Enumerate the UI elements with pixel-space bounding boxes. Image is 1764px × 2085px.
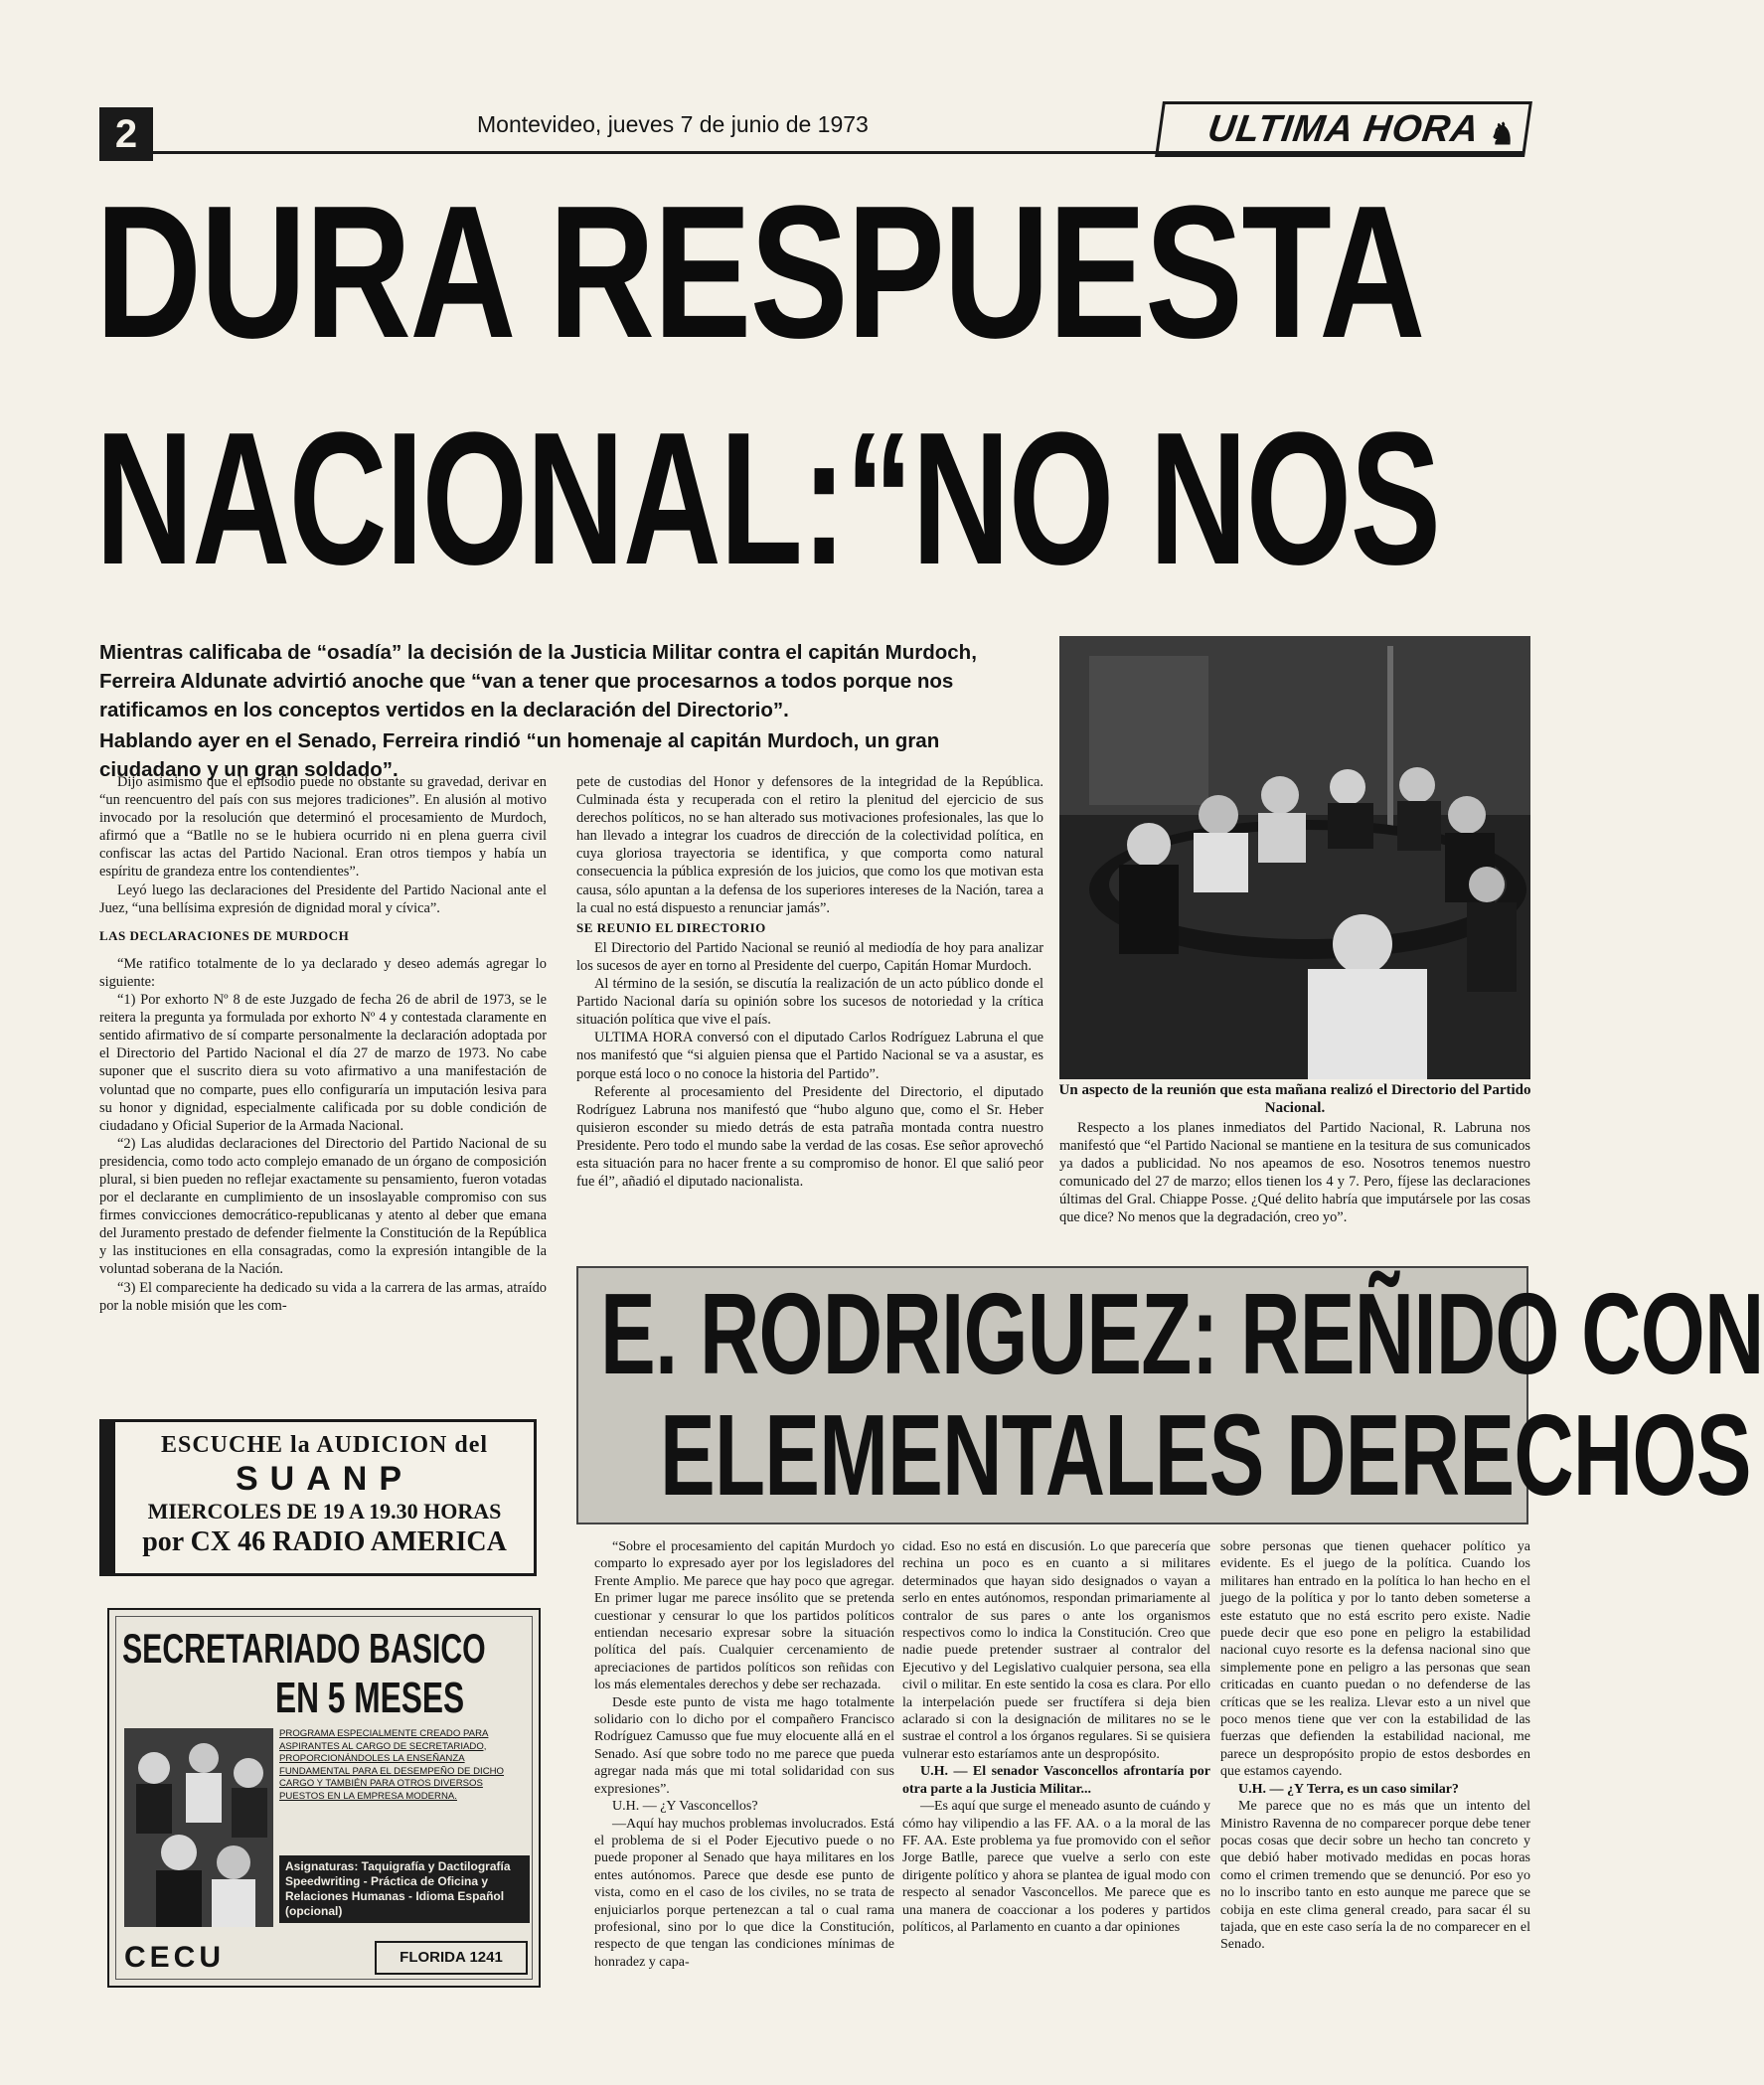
col5-p3: —Es aquí que surge el meneado asunto de cuándo y cómo hay vilipendio a las FF. AA. o a la moral de las FF. AA. Este problema ya fue promovido con el señor Jorge Batlle, parece que vuelve a serlo con este dirigente político y ahora se plantea de igual modo con respecto al senador Vasconcellos. Me parece que es una manera de coaccionar a los poderes y partidos políticos, al Parlamento en cuanto a dar opiniones — [902, 1799, 1210, 1935]
cecu-ad-subjects: Asignaturas: Taquigrafía y Dactilografía Speedwriting - Práctica de Oficina y Relaciones Humanas - Idioma Español (opcional) — [279, 1855, 530, 1923]
cecu-ad-frame — [115, 1616, 533, 1980]
col1-p4: “1) Por exhorto Nº 8 de este Juzgado de fecha 26 de abril de 1973, se le reitera la pregunta ya formulada por exhorto Nº 4 y contestada claramente en sentido afirmativo de sí comparte personalmente la declaración adoptada por el Directorio del Partido Nacional el día 27 de marzo de 1973. No cabe suponer que el suscrito diera su voto afirmativo a una manifestación de voluntad que no comparte, pues ello configuraría un imputación lesiva para su honor y dignidad, especialmente calificada por su doble condición de ciudadano y Oficial Superior de la Armada Nacional. — [99, 992, 547, 1134]
lead-paragraph — [99, 638, 1043, 784]
cecu-secretariat-ad — [107, 1608, 541, 1988]
second-story-headline-line-1: E. RODRIGUEZ: REÑIDO CON — [600, 1269, 1764, 1398]
col4-p4: —Aquí hay muchos problemas involucrados. Está el problema de si el Poder Ejecutivo puede o no puede proponer al Senado que haya militares en los entes autónomos. Parece que desde ese punto de vista, como en el caso de los civiles, no se trata de enjuiciarlos porque pertenezcan a tal o cual rama profesional, sino por lo que dice la Constitución, respecto de que tengan las condiciones mínimas de honradez y capa- — [594, 1816, 894, 1970]
students-photo-image — [124, 1728, 273, 1927]
second-story-headline-line-2: ELEMENTALES DERECHOS — [660, 1390, 1751, 1520]
col1-p3: “Me ratifico totalmente de lo ya declarado y deseo además agregar lo siguiente: — [99, 955, 547, 990]
cecu-ad-title-2: EN 5 MESES — [275, 1674, 465, 1722]
col1-subhead: LAS DECLARACIONES DE MURDOCH — [99, 927, 350, 943]
second-story-column-3 — [1220, 1538, 1530, 1954]
col2-p2: El Directorio del Partido Nacional se reunió al mediodía de hoy para analizar los sucesos de ayer en torno al Presidente del cuerpo, Capitán Homar Murdoch. — [576, 939, 1043, 974]
horse-rider-icon: ♞ — [1487, 118, 1520, 151]
cecu-ad-title-1: SECRETARIADO BASICO — [122, 1625, 486, 1672]
cecu-logo: CECU — [124, 1941, 226, 1974]
col6-p3: Me parece que no es más que un intento del Ministro Ravenna de no comparecer porque debe tener pocas cosas que decir sobre un hecho tan concreto y que debió haber motivado medidas en pocas horas como el crimen tremendo que se denunció. Por eso yo no lo inscribo tanto en esto aunque me parece que se cobija en este clima general creado, para sacar él su tajada, que en este caso sería la de no comparecer en el Senado. — [1220, 1799, 1530, 1953]
masthead-logo — [1155, 101, 1532, 157]
dateline: Montevideo, jueves 7 de junio de 1973 — [477, 111, 869, 137]
col2-p4: ULTIMA HORA conversó con el diputado Carlos Rodríguez Labruna el que nos manifestó que “si alguien piensa que el Partido Nacional se va a asustar, es porque está loco o no conoce la historia del Partido”. — [576, 1030, 1043, 1082]
col2-subhead: SE REUNIO EL DIRECTORIO — [576, 919, 766, 935]
col1-p5: “2) Las aludidas declaraciones del Directorio del Partido Nacional de su presidencia, como todo acto complejo emanado de un órgano de composición plural, si bien pueden no reflejar exactamente su pensamiento, fueron votadas por el declarante en cumplimiento de un insoslayable compromiso con sus firmes convicciones democrático-republicanas y atento al deber que emana del Juramento prestado de defender fielmente la Constitución de la República y las instituciones en ella consagradas, como la expresión intangible de la voluntad soberana de la Nación. — [99, 1135, 547, 1278]
headline-line-2: NACIONAL:“NO NOS — [95, 394, 1440, 604]
meeting-photo-image — [1059, 636, 1530, 1079]
second-story-column-2 — [902, 1538, 1210, 1936]
article-column-3 — [1059, 1119, 1530, 1227]
suanp-ad-line-2: SUANP — [235, 1460, 414, 1498]
suanp-ad-line-1: ESCUCHE la AUDICION del — [160, 1432, 489, 1458]
col1-p1: Dijo asimismo que el episodio puede no obstante su gravedad, derivar en “un reencuentro del país con sus mejores tradiciones”. En alusión al motivo invocado por la resolución que determinó el procesamiento de Murdoch, afirmó que a “Batlle no se le hubiera ocurrido ni en plena guerra civil confiscar las actas del Partido Nacional. Eran otros tiempos y había un espíritu de grandeza entre los contendientes”. — [99, 774, 547, 881]
col2-p5: Referente al procesamiento del Presidente del Directorio, el diputado Rodríguez Labruna nos manifestó que “hubo alguno que, como el Sr. Heber quisieron esconder su miedo detrás de esta patraña montada contra nuestro Presidente. Pero todo el mundo sabe la verdad de las cosas. Ese señor aprovechó esta situación para no hacer frente a su compromiso de honor. El que salió peor fue él”, añadió el diputado nacionalista. — [576, 1083, 1043, 1191]
suanp-ad-line-3: MIERCOLES DE 19 A 19.30 HORAS — [147, 1499, 502, 1524]
second-story-headline-box — [576, 1266, 1764, 1524]
cecu-ad-photo — [124, 1728, 273, 1927]
col3-p1: Respecto a los planes inmediatos del Partido Nacional, R. Labruna nos manifestó que “el Partido Nacional se mantiene en la tesitura de sus comunicados ya dados a publicidad. No nos apeamos de eso. Nosotros tenemos nuestro comunicado del 27 de marzo; ellos tienen los 4 y 7. Pero, fíjese las declaraciones últimas del Gral. Chiappe Posse. ¿Qué delito habría que imputársele por las cosas que dice? No menos que la degradación, creo yo”. — [1059, 1120, 1530, 1226]
article-column-2 — [576, 773, 1043, 1191]
col5-p2: U.H. — El senador Vasconcellos afrontaría por otra parte a la Justicia Militar... — [902, 1764, 1210, 1797]
suanp-ad-line-4: por CX 46 RADIO AMERICA — [142, 1526, 507, 1557]
headline-line-1: DURA RESPUESTA — [95, 167, 1424, 378]
suanp-radio-ad — [99, 1419, 537, 1576]
col5-p1: cidad. Eso no está en discusión. Lo que parecería que rechina un poco es en cuanto a si militares determinados que hayan sido designados o vayan a serlo en entes autónomos, respondan primariamente al contralor de sus pares o ante los organismos respectivos como lo indica la Constitución. Creo que nadie puede pretender sustraer al contralor del Ejecutivo y del Legislativo cualquier persona, sea ella civil o militar. En este sentido la cosa es clara. Por ello la interpelación puede ser fructífera si deja bien aclarado si con la designación de militares no se le sustrae el control a los órganos regulares. Si se quisiera vulnerar esto estaríamos ante un despropósito. — [902, 1539, 1210, 1762]
meeting-photo — [1059, 636, 1530, 1079]
masthead-title: ULTIMA HORA — [1204, 108, 1483, 150]
col1-p2: Leyó luego las declaraciones del Presidente del Partido Nacional ante el Juez, “una bellísima expresión de dignidad moral y cívica”. — [99, 882, 547, 916]
col2-p1: pete de custodias del Honor y defensores de la integridad de la República. Culminada ésta y recuperada con el retiro la plenitud del ejercicio de sus derechos políticos, no se han alterado sus motivaciones profesionales, las que lo han llevado a integrar los cuadros de dirección de la colectividad política, en cuya gloriosa trayectoria se identifica, y que comporta como natural consecuencia la pública expresión de los juicios, que como los que motivan esta causa, sólo apuntan a la defensa de los superiores intereses de la Nación, tarea a la cual no está dispuesto a renunciar jamás”. — [576, 774, 1043, 916]
col2-p3: Al término de la sesión, se discutía la realización de un acto público donde el Partido Nacional daría su opinión sobre los sucesos de notoriedad y la crítica situación política que vive el país. — [576, 976, 1043, 1029]
cecu-ad-program-text: PROGRAMA ESPECIALMENTE CREADO PARA ASPIRANTES AL CARGO DE SECRETARIADO, PROPORCIONÁNDOLES LA ENSEÑANZA FUNDAMENTAL PARA EL DESEMPEÑO DE DICHO CARGO Y TAMBIÉN PARA OTROS DIVERSOS PUESTOS EN LA EMPRESA MODERNA. — [279, 1728, 505, 1802]
col6-p1: sobre personas que tienen quehacer político ya evidente. Es el juego de la política. Cuando los militares han entrado en la política lo han hecho en el juego de la política y por lo tanto deben someterse a este estatuto que no está escrito pero existe. Nadie puede decir que eso pone en peligro la estabilidad nacional cuyo resorte es la defensa nacional sino que simplemente pone en peligro a las personas que sean criticadas en cuanto puedan o no defenderse de las críticas que se les realiza. Llevar esto a un nivel que poco menos tiene que ver con la estabilidad de las fuerzas que defienden la estabilidad nacional, me parece un despropósito propio de estos desbordes en que estamos cayendo. — [1220, 1539, 1530, 1780]
col4-p3: U.H. — ¿Y Vasconcellos? — [612, 1799, 758, 1815]
second-story-column-1 — [594, 1538, 894, 1971]
article-column-1 — [99, 773, 547, 1315]
col6-p2: U.H. — ¿Y Terra, es un caso similar? — [1238, 1781, 1459, 1797]
col4-p2: Desde este punto de vista me hago totalmente solidario con lo dicho por el compañero Francisco Rodríguez Camusso que fue muy elocuente allá en el Senado. Así que sobre todo no me parece que pueda agregar nada más que mi total solidaridad con sus expresiones”. — [594, 1694, 894, 1797]
col1-p6: “3) El compareciente ha dedicado su vida a la carrera de las armas, atraído por la noble misión que les com- — [99, 1279, 547, 1314]
lead-p1: Mientras calificaba de “osadía” la decisión de la Justicia Militar contra el capitán Murdoch, Ferreira Aldunate advirtió anoche que “van a tener que procesarnos a todos porque nos ratificamos en los conceptos vertidos en la declaración del Directorio”. — [99, 641, 977, 722]
page-number: 2 — [99, 107, 153, 161]
col4-p1: “Sobre el procesamiento del capitán Murdoch yo comparto lo expresado ayer por los legisladores del Frente Amplio. Me parece que hay poco que agregar. En primer lugar me parece insólito que se pretenda cuestionar y censurar lo que los partidos políticos entiendan necesario expresar sobre la situación política del país. Cualquier cercenamiento de apreciaciones de partidos políticos son reñidas con los más elementales derechos y debe ser rechazada. — [594, 1539, 894, 1693]
cecu-address: FLORIDA 1241 — [375, 1941, 528, 1975]
lead-p2: Hablando ayer en el Senado, Ferreira rindió “un homenaje al capitán Murdoch, un gran ciudadano y un gran soldado”. — [99, 729, 940, 781]
photo-caption: Un aspecto de la reunión que esta mañana realizó el Directorio del Partido Nacional. — [1058, 1082, 1531, 1116]
